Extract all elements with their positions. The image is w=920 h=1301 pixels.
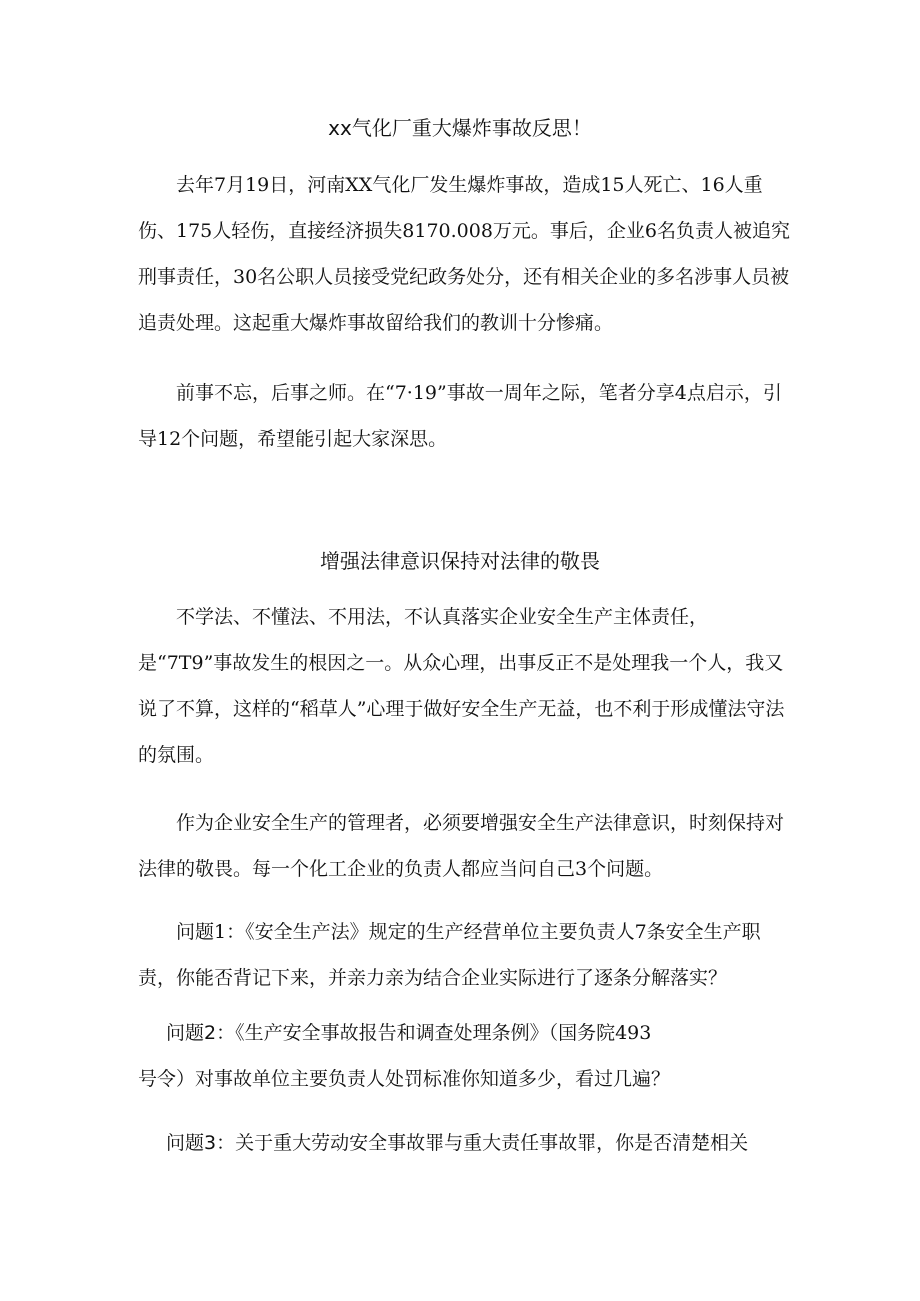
question-2-label: 问题2：: [166, 1022, 236, 1044]
question-2-line-1: [138, 1010, 798, 1056]
paragraph-accident-summary: 去年7月19日，河南XX气化厂发生爆炸事故，造成15人死亡、16人重伤、175人轻伤，直接经济损失8170.008万元。事后，企业6名负责人被追究刑事责任，30名公职人员接受党纪政务处分，还有相关企业的多名涉事人员被追责处理。这起重大爆炸事故留给我们的教训十分惨痛。: [138, 174, 791, 334]
question-3-label: 问题3：: [166, 1132, 236, 1154]
question-3-line: [138, 1120, 798, 1166]
paragraph-management-duty: 作为企业安全生产的管理者，必须要增强安全生产法律意识，时刻保持对法律的敬畏。每一个化工企业的负责人都应当问自己3个问题。: [138, 812, 785, 880]
question-2-text-part-1: 《生产安全事故报告和调查处理条例》（国务院493: [235, 1022, 652, 1044]
question-2-line-2: 号令）对事故单位主要负责人处罚标准你知道多少，看过几遍？: [138, 1068, 671, 1090]
section-title-legal-awareness: 增强法律意识保持对法律的敬畏: [320, 549, 600, 573]
paragraph-root-cause: 不学法、不懂法、不用法，不认真落实企业安全生产主体责任，是“7T9”事故发生的根因之一。从众心理，出事反正不是处理我一个人，我又说了不算，这样的“稻草人”心理于做好安全生产无益，也不利于形成懂法守法的氛围。: [138, 606, 785, 766]
question-3-text: 关于重大劳动安全事故罪与重大责任事故罪，你是否清楚相关: [235, 1132, 749, 1154]
document-title: xx气化厂重大爆炸事故反思！: [328, 116, 592, 140]
paragraph-introduction: 前事不忘，后事之师。在“7·19”事故一周年之际，笔者分享4点启示，引导12个问题，希望能引起大家深思。: [138, 382, 782, 450]
question-1: 问题1：《安全生产法》规定的生产经营单位主要负责人7条安全生产职责，你能否背记下来，并亲力亲为结合企业实际进行了逐条分解落实？: [138, 921, 761, 989]
